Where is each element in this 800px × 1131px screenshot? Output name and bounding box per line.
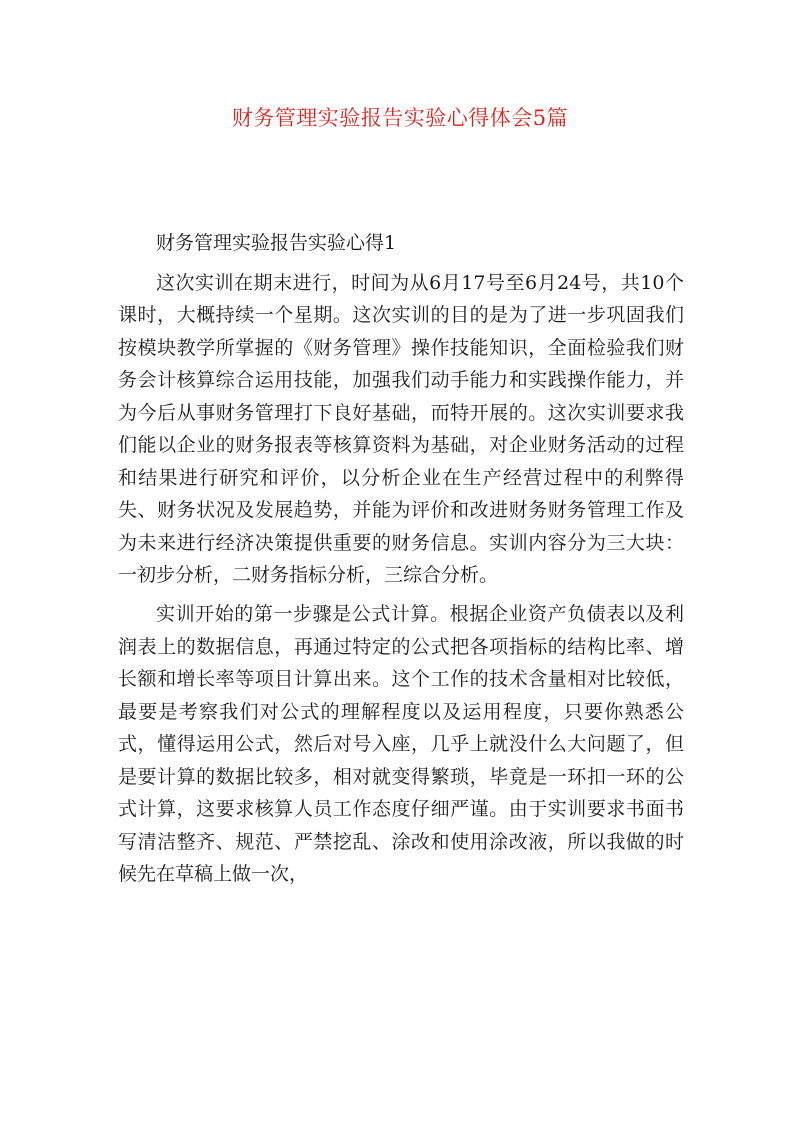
section-heading: 财务管理实验报告实验心得1 (156, 232, 397, 254)
body-paragraph-2: 实训开始的第一步骤是公式计算。根据企业资产负债表以及利润表上的数据信息，再通过特定的公式把各项指标的结构比率、增长额和增长率等项目计算出来。这个工作的技术含量相对比较低，最要是考察我们对公式的理解程度以及运用程度，只要你熟悉公式，懂得运用公式，然后对号入座，几乎上就没什么大问题了，但是要计算的数据比较多，相对就变得繁琐，毕竟是一环扣一环的公式计算，这要求核算人员工作态度仔细严谨。由于实训要求书面书写清洁整齐、规范、严禁挖乱、涂改和使用涂改液，所以我做的时候先在草稿上做一次， (118, 603, 684, 885)
document-title: 财务管理实验报告实验心得体会5篇 (231, 106, 569, 130)
body-paragraph-1: 这次实训在期末进行，时间为从6月17号至6月24号，共10个课时，大概持续一个星期。这次实训的目的是为了进一步巩固我们按模块教学所掌握的《财务管理》操作技能知识，全面检验我们财务会计核算综合运用技能，加强我们动手能力和实践操作能力，并为今后从事财务管理打下良好基础，而特开展的。这次实训要求我们能以企业的财务报表等核算资料为基础，对企业财务活动的过程和结果进行研究和评价，以分析企业在生产经营过程中的利弊得失、财务状况及发展趋势，并能为评价和改进财务财务管理工作及为未来进行经济决策提供重要的财务信息。实训内容分为三大块：一初步分析，二财务指标分析，三综合分析。 (118, 271, 684, 586)
document-body (118, 227, 684, 897)
